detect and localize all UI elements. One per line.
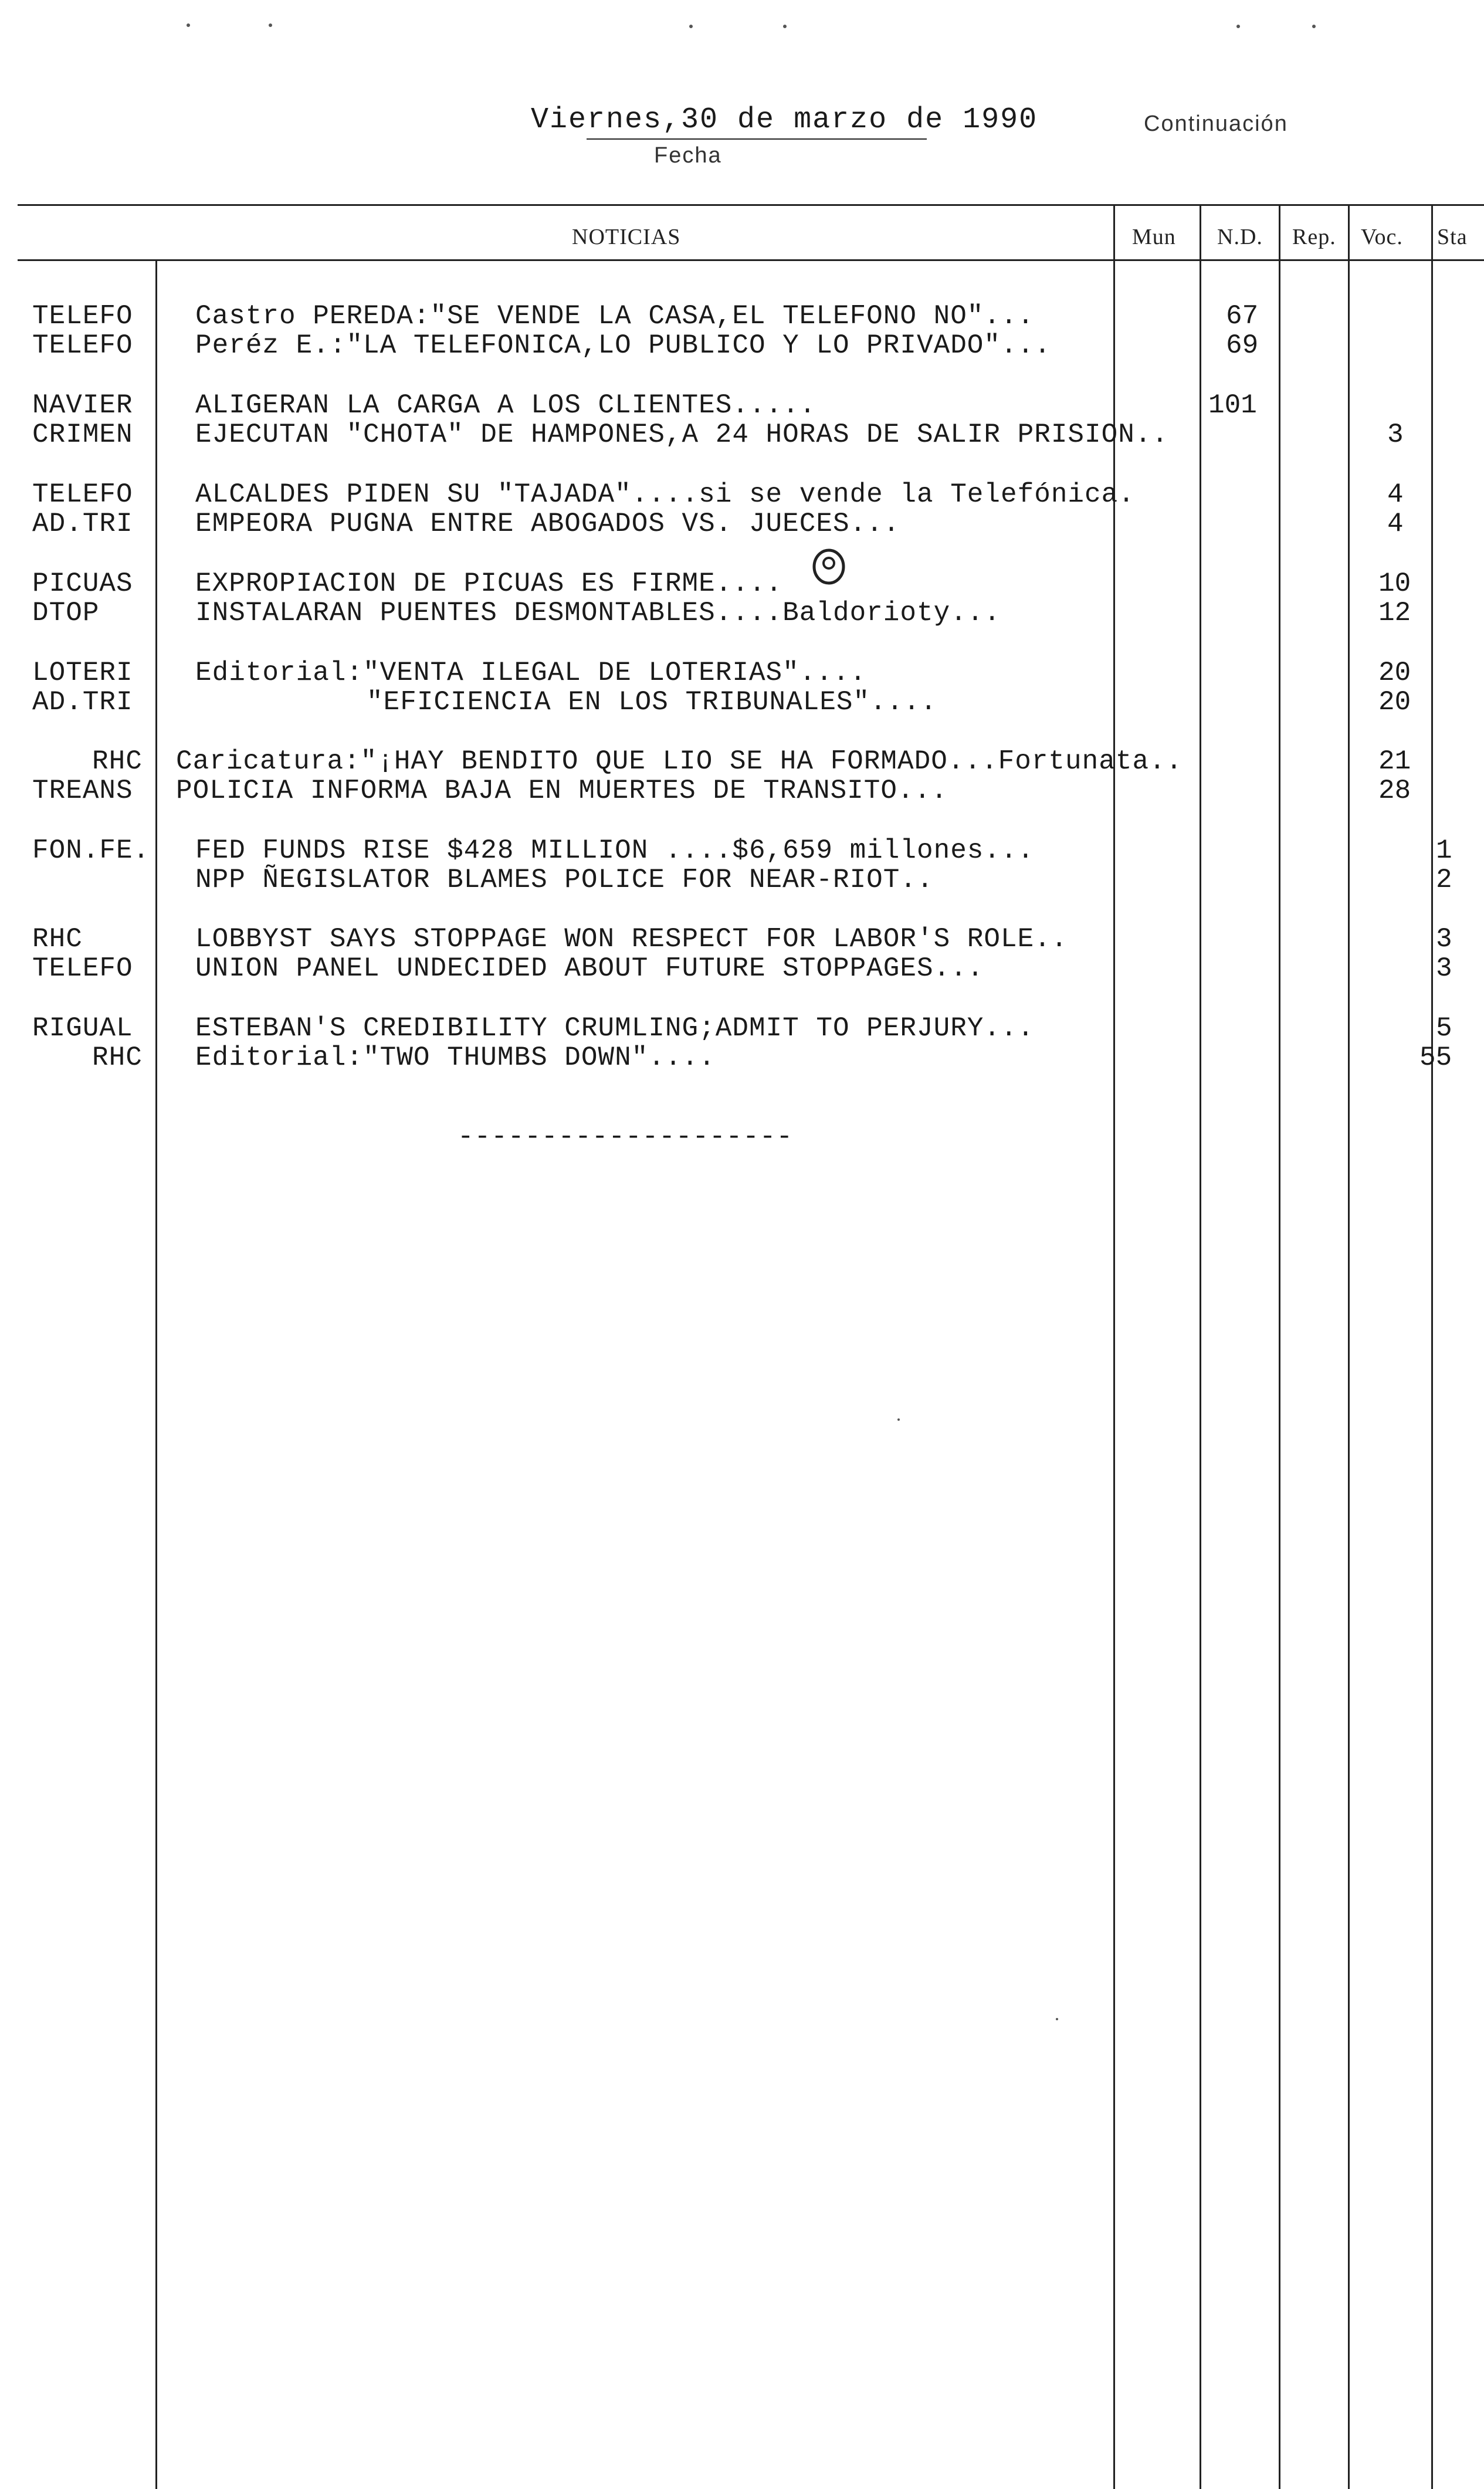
scan-speck bbox=[1312, 25, 1316, 28]
row-sta: 5 bbox=[1436, 1013, 1452, 1044]
table-top-rule bbox=[18, 204, 1484, 206]
date-label: Fecha bbox=[654, 143, 722, 168]
row-headline: "EFICIENCIA EN LOS TRIBUNALES".... bbox=[367, 687, 937, 717]
row-nd: 69 bbox=[1226, 330, 1259, 361]
header-sta: Sta bbox=[1437, 225, 1468, 249]
row-nd: 101 bbox=[1208, 390, 1257, 421]
row-headline: Peréz E.:"LA TELEFONICA,LO PUBLICO Y LO PRIVADO"... bbox=[195, 330, 1051, 361]
row-section: AD.TRI bbox=[32, 687, 133, 717]
row-section: TELEFO bbox=[32, 330, 133, 361]
row-headline: NPP ÑEGISLATOR BLAMES POLICE FOR NEAR-RIOT.. bbox=[195, 865, 934, 895]
report-date: Viernes,30 de marzo de 1990 bbox=[531, 103, 1038, 137]
row-sta: 3 bbox=[1436, 953, 1452, 984]
voc-column-divider bbox=[1348, 204, 1350, 2489]
scan-speck bbox=[689, 25, 693, 28]
row-section: CRIMEN bbox=[32, 419, 133, 450]
continuation-label: Continuación bbox=[1144, 111, 1288, 136]
row-headline: Editorial:"VENTA ILEGAL DE LOTERIAS".... bbox=[195, 658, 867, 688]
row-section: DTOP bbox=[32, 598, 100, 628]
row-section: NAVIER bbox=[32, 390, 133, 421]
row-voc: 10 bbox=[1378, 568, 1411, 599]
row-headline: Caricatura:"¡HAY BENDITO QUE LIO SE HA FORMADO...Fortunata.. bbox=[176, 746, 1183, 777]
header-noticias: NOTICIAS bbox=[572, 225, 681, 249]
row-voc: 20 bbox=[1378, 658, 1411, 688]
row-headline: ESTEBAN'S CREDIBILITY CRUMLING;ADMIT TO PERJURY... bbox=[195, 1013, 1035, 1044]
header-rep: Rep. bbox=[1292, 225, 1336, 249]
rep-column-divider bbox=[1279, 204, 1280, 2489]
row-section: TELEFO bbox=[32, 953, 133, 984]
row-voc: 4 bbox=[1387, 479, 1404, 510]
row-voc: 28 bbox=[1378, 776, 1411, 806]
mun-column-divider bbox=[1113, 204, 1115, 2489]
row-section: TREANS bbox=[32, 776, 133, 806]
row-section: AD.TRI bbox=[32, 509, 133, 539]
row-headline: UNION PANEL UNDECIDED ABOUT FUTURE STOPPAGES... bbox=[195, 953, 984, 984]
row-headline: LOBBYST SAYS STOPPAGE WON RESPECT FOR LABOR'S ROLE.. bbox=[195, 924, 1068, 954]
row-headline: EXPROPIACION DE PICUAS ES FIRME.... bbox=[195, 568, 783, 599]
row-headline: Castro PEREDA:"SE VENDE LA CASA,EL TELEFONO NO"... bbox=[195, 301, 1035, 331]
scan-speck bbox=[1236, 25, 1240, 28]
row-headline: Editorial:"TWO THUMBS DOWN".... bbox=[195, 1042, 716, 1073]
row-sta: 2 bbox=[1436, 865, 1452, 895]
row-voc: 20 bbox=[1378, 687, 1411, 717]
header-mun: Mun bbox=[1132, 225, 1176, 249]
row-headline: POLICIA INFORMA BAJA EN MUERTES DE TRANSITO... bbox=[176, 776, 948, 806]
scan-speck bbox=[269, 23, 272, 27]
row-section: TELEFO bbox=[32, 479, 133, 510]
row-section: TELEFO bbox=[32, 301, 133, 331]
row-headline: EMPEORA PUGNA ENTRE ABOGADOS VS. JUECES... bbox=[195, 509, 900, 539]
row-voc: 21 bbox=[1378, 746, 1411, 777]
row-section: RHC bbox=[92, 746, 143, 777]
row-section: PICUAS bbox=[32, 568, 133, 599]
row-sta: 1 bbox=[1436, 835, 1452, 866]
header-voc: Voc. bbox=[1361, 225, 1403, 249]
sta-column-divider bbox=[1431, 204, 1433, 2489]
scan-speck bbox=[187, 23, 190, 27]
row-voc: 12 bbox=[1378, 598, 1411, 628]
end-separator: -------------------- bbox=[458, 1122, 794, 1152]
row-section: RHC bbox=[32, 924, 83, 954]
row-sta: 3 bbox=[1436, 924, 1452, 954]
row-section: RIGUAL bbox=[32, 1013, 133, 1044]
row-headline: INSTALARAN PUENTES DESMONTABLES....Baldorioty... bbox=[195, 598, 1001, 628]
date-underline bbox=[587, 138, 927, 140]
row-headline: FED FUNDS RISE $428 MILLION ....$6,659 millones... bbox=[195, 835, 1035, 866]
scan-speck bbox=[897, 1418, 900, 1421]
row-voc: 4 bbox=[1387, 509, 1404, 539]
section-column-divider bbox=[155, 259, 157, 2489]
handwritten-circled-mark-icon bbox=[808, 546, 849, 587]
scan-speck bbox=[1056, 2018, 1058, 2020]
row-section: LOTERI bbox=[32, 658, 133, 688]
row-section: RHC bbox=[92, 1042, 143, 1073]
row-nd: 67 bbox=[1226, 301, 1259, 331]
scan-speck bbox=[783, 25, 787, 28]
table-header-rule bbox=[18, 259, 1484, 261]
nd-column-divider bbox=[1200, 204, 1201, 2489]
row-section: FON.FE. bbox=[32, 835, 150, 866]
header-nd: N.D. bbox=[1217, 225, 1263, 249]
row-headline: EJECUTAN "CHOTA" DE HAMPONES,A 24 HORAS DE SALIR PRISION.. bbox=[195, 419, 1169, 450]
row-voc: 3 bbox=[1387, 419, 1404, 450]
row-sta: 55 bbox=[1419, 1042, 1452, 1073]
row-headline: ALCALDES PIDEN SU "TAJADA"....si se vende la Telefónica. bbox=[195, 479, 1135, 510]
row-headline: ALIGERAN LA CARGA A LOS CLIENTES..... bbox=[195, 390, 816, 421]
